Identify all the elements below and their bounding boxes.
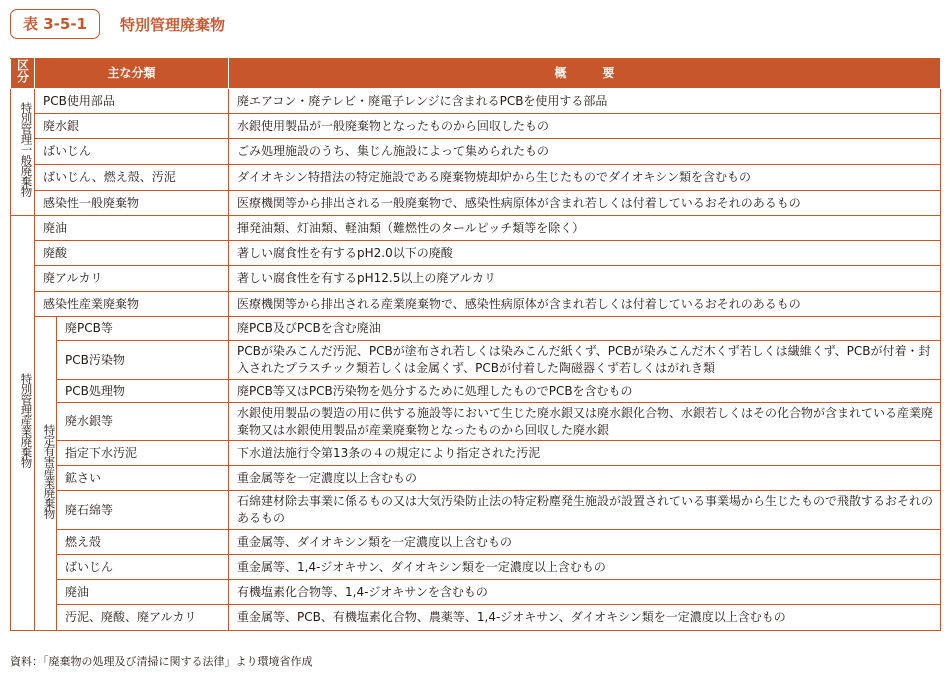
group-industrial-label: 特別管理産業廃棄物: [11, 216, 35, 631]
table-row: [11, 241, 941, 266]
table-row: [11, 341, 941, 380]
summary-cell: 廃エアコン・廃テレビ・廃電子レンジに含まれるPCBを使用する部品: [229, 89, 941, 114]
category-cell: 廃水銀等: [57, 403, 229, 441]
waste-table: [10, 58, 941, 631]
table-row: [11, 491, 941, 530]
table-row: [11, 114, 941, 139]
summary-cell: 下水道法施行令第13条の４の規定により指定された汚泥: [229, 441, 941, 466]
table-number-tag: 表 3-5-1: [10, 9, 100, 39]
header-summary: 概 要: [229, 59, 941, 89]
category-cell: 感染性一般廃棄物: [35, 191, 229, 216]
category-cell: 廃アルカリ: [35, 266, 229, 292]
group-general-label: 特別管理一般廃棄物: [11, 89, 35, 216]
source-note: 資料：「廃棄物の処理及び清掃に関する法律」より環境省作成: [10, 655, 313, 668]
summary-cell: 重金属等、ダイオキシン類を一定濃度以上含むもの: [229, 530, 941, 555]
category-cell: 汚泥、廃酸、廃アルカリ: [57, 605, 229, 631]
category-cell: ばいじん、燃え殻、汚泥: [35, 165, 229, 191]
table-row: [11, 580, 941, 605]
summary-cell: 水銀使用製品が一般廃棄物となったものから回収したもの: [229, 114, 941, 139]
table-row: [11, 466, 941, 491]
table-row: [11, 530, 941, 555]
summary-cell: PCBが染みこんだ汚泥、PCBが塗布され若しくは染みこんだ紙くず、PCBが染みこんだ木くず若しくは繊維くず、PCBが付着・封入されたプラスチック類若しくは金属くず、PCBが付着した陶磁器くず若しくはがれき類: [229, 341, 941, 380]
category-cell: 燃え殻: [57, 530, 229, 555]
table-row: [11, 605, 941, 631]
summary-cell: 廃PCB等又はPCB汚染物を処分するために処理したものでPCBを含むもの: [229, 380, 941, 403]
summary-cell: 水銀使用製品の製造の用に供する施設等において生じた廃水銀又は廃水銀化合物、水銀若しくはその化合物が含まれている産業廃棄物又は水銀使用製品が産業廃棄物となったものから回収した廃水銀: [229, 403, 941, 441]
table-row: [11, 555, 941, 580]
category-cell: 指定下水汚泥: [57, 441, 229, 466]
category-cell: 感染性産業廃棄物: [35, 292, 229, 317]
category-cell: 廃石綿等: [57, 491, 229, 530]
summary-cell: ダイオキシン特措法の特定施設である廃棄物焼却炉から生じたものでダイオキシン類を含むもの: [229, 165, 941, 191]
category-cell: 廃PCB等: [57, 317, 229, 341]
category-cell: PCB使用部品: [35, 89, 229, 114]
category-cell: 鉱さい: [57, 466, 229, 491]
category-cell: PCB汚染物: [57, 341, 229, 380]
summary-cell: 著しい腐食性を有するpH12.5以上の廃アルカリ: [229, 266, 941, 292]
category-cell: 廃油: [35, 216, 229, 241]
summary-cell: 医療機関等から排出される産業廃棄物で、感染性病原体が含まれ若しくは付着しているおそれのあるもの: [229, 292, 941, 317]
summary-cell: 石綿建材除去事業に係るもの又は大気汚染防止法の特定粉塵発生施設が設置されている事業場から生じたもので飛散するおそれのあるもの: [229, 491, 941, 530]
summary-cell: 有機塩素化合物等、1,4-ジオキサンを含むもの: [229, 580, 941, 605]
category-cell: 廃油: [57, 580, 229, 605]
category-cell: ばいじん: [57, 555, 229, 580]
header-row: [11, 59, 941, 89]
summary-cell: 廃PCB及びPCBを含む廃油: [229, 317, 941, 341]
summary-cell: 医療機関等から排出される一般廃棄物で、感染性病原体が含まれ若しくは付着しているおそれのあるもの: [229, 191, 941, 216]
table-row: [11, 216, 941, 241]
summary-cell: 揮発油類、灯油類、軽油類（難燃性のタールピッチ類等を除く）: [229, 216, 941, 241]
summary-cell: 重金属等を一定濃度以上含むもの: [229, 466, 941, 491]
category-cell: 廃水銀: [35, 114, 229, 139]
table-row: [11, 89, 941, 114]
table-title: 特別管理廃棄物: [120, 15, 226, 34]
table-row: [11, 165, 941, 191]
summary-cell: 重金属等、PCB、有機塩素化合物、農薬等、1,4-ジオキサン、ダイオキシン類を一定濃度以上含むもの: [229, 605, 941, 631]
summary-cell: ごみ処理施設のうち、集じん施設によって集められたもの: [229, 139, 941, 165]
category-cell: PCB処理物: [57, 380, 229, 403]
table-row: [11, 380, 941, 403]
table-row: [11, 403, 941, 441]
table-row: [11, 139, 941, 165]
table-row: [11, 441, 941, 466]
summary-cell: 著しい腐食性を有するpH2.0以下の廃酸: [229, 241, 941, 266]
category-cell: ばいじん: [35, 139, 229, 165]
table-row: [11, 317, 941, 341]
header-category: 主な分類: [35, 59, 229, 89]
subgroup-specific-label: 特定有害産業廃棄物: [35, 317, 57, 631]
table-row: [11, 266, 941, 292]
table-row: [11, 191, 941, 216]
category-cell: 廃酸: [35, 241, 229, 266]
table-header: [10, 8, 225, 40]
header-kubun: 区分: [11, 59, 35, 89]
table-row: [11, 292, 941, 317]
summary-cell: 重金属等、1,4-ジオキサン、ダイオキシン類を一定濃度以上含むもの: [229, 555, 941, 580]
